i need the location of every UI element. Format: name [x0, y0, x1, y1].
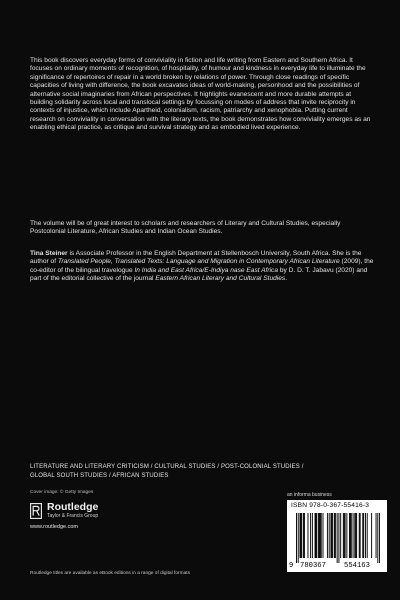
barcode-bar — [362, 513, 363, 558]
barcode-bar — [360, 513, 361, 558]
barcode-bar — [331, 513, 332, 558]
barcode-bar — [319, 513, 320, 558]
barcode-digits-left: 780367 — [300, 562, 326, 570]
publisher-name: Routledge — [47, 501, 99, 513]
barcode-bar — [343, 513, 344, 558]
blurb-paragraph-1: This book discovers everyday forms of conviviality in fiction and life writing from Eastern and Southern Africa. It focuses on ordinary moments of recognition, of hospitality, of humour and kindness in everyday life to illuminate the significance of repertoires of repair in a world broken by relations of power. Through close readings of specific capacities of living with difference, the book excavates ideas of world-making, personhood and the possibilities of alternative social imaginaries from African perspectives. It highlights evanescent and more durable attempts at building solidarity across local and translocal settings by focussing on modes of address that invite reciprocity in contexts of injustice, which include Apartheid, colonialism, racism, patriarchy and xenophobia. Putting current research on conviviality in conversation with the literary texts, the book demonstrates how conviviality emerges as an enabling ethical practice, as critique and survival strategy and as embodied lived experience. — [30, 57, 371, 132]
barcode-bar — [310, 513, 311, 558]
author-bio-text-4: . — [285, 275, 288, 283]
barcode-bar — [318, 513, 319, 558]
barcode-bar — [332, 513, 333, 558]
barcode-guard-bar — [296, 513, 297, 563]
barcode-bar — [359, 513, 360, 558]
barcode-bar — [334, 513, 335, 558]
barcode-bar — [356, 513, 357, 558]
isbn-barcode — [287, 500, 387, 572]
barcode-bar — [304, 513, 305, 558]
author-bio-text-2: (2009), the co-editor of the bilingual travelogue — [30, 258, 374, 274]
barcode-bar — [300, 513, 301, 558]
barcode-bar — [323, 513, 324, 558]
barcode-bar — [320, 513, 321, 558]
barcode-bar — [355, 513, 356, 558]
barcode-bar — [315, 513, 316, 558]
barcode-bar — [371, 513, 372, 558]
author-book-1: Translated People, Translated Texts: Language and Migration in Contemporary African Literature — [57, 258, 340, 266]
barcode-bar — [350, 513, 351, 558]
author-bio-text-3: by D. D. T. Jabavu (2020) and part of the editorial collective of the journal — [30, 266, 368, 283]
barcode-bar — [340, 513, 341, 558]
author-bio-text-1: is Associate Professor in the English Department at Stellenbosch University, South Africa. She is the author of — [30, 250, 362, 266]
barcode-digits-right: 554163 — [344, 562, 370, 570]
barcode-bar — [303, 513, 304, 558]
routledge-r-logo-icon — [30, 503, 42, 519]
publisher-group: Taylor & Francis Group — [47, 513, 99, 519]
blurb-paragraph-2: The volume will be of great interest to scholars and researchers of Literary and Cultural Studies, especially Postcolonial Literature, African Studies and Indian Ocean Studies. — [30, 220, 341, 236]
subject-line-1: LITERATURE AND LITERARY CRITICISM / CULTURAL STUDIES / POST-COLONIAL STUDIES / — [30, 464, 304, 470]
barcode-bar — [367, 513, 368, 558]
barcode-bars — [296, 513, 380, 563]
barcode-guard-bar — [337, 513, 338, 563]
barcode-bar — [353, 513, 354, 558]
barcode-bar — [363, 513, 364, 558]
ebook-availability-note: Routledge titles are available as eBook editions in a range of digital formats — [30, 571, 190, 576]
publisher-logo-text — [47, 502, 98, 519]
subject-categories — [30, 463, 374, 481]
barcode-bar — [312, 513, 313, 558]
barcode-bar — [376, 513, 377, 558]
subject-line-2: GLOBAL SOUTH STUDIES / AFRICAN STUDIES — [30, 473, 169, 479]
author-book-2: In India and East Africa/E-Indiya nase East Africa — [134, 266, 279, 274]
barcode-bar — [351, 513, 352, 558]
barcode-bar — [316, 513, 317, 558]
barcode-bar — [329, 513, 330, 558]
barcode-bar — [321, 513, 322, 558]
barcode-bar — [365, 513, 366, 558]
barcode-bar — [327, 513, 328, 558]
publisher-logo — [30, 502, 98, 519]
barcode-bar — [345, 513, 346, 558]
barcode-guard-bar — [298, 513, 299, 563]
barcode-guard-bar — [338, 513, 339, 563]
cover-image-credit: Cover image: © Getty Images — [30, 490, 94, 495]
barcode-bar — [315, 513, 316, 558]
barcode-bar — [301, 513, 302, 558]
isbn-label: ISBN 978-0-367-55416-3 — [291, 502, 370, 509]
barcode-bar — [349, 513, 350, 558]
barcode-digit-first: 9 — [289, 562, 294, 570]
barcode-bar — [354, 513, 355, 558]
barcode-bar — [307, 513, 308, 558]
barcode-bar — [335, 513, 336, 558]
author-bio — [30, 250, 374, 284]
barcode-bar — [330, 513, 331, 558]
author-name: Tina Steiner — [30, 250, 68, 257]
barcode-bar — [344, 513, 345, 558]
barcode-bar — [300, 513, 301, 558]
publisher-website[interactable]: www.routledge.com — [30, 524, 78, 530]
barcode-guard-bar — [379, 513, 380, 563]
informa-business-tagline: an informa business — [287, 492, 332, 498]
barcode-bar — [346, 513, 347, 558]
barcode-guard-bar — [377, 513, 378, 563]
author-journal: Eastern African Literary and Cultural Studies — [155, 275, 286, 283]
